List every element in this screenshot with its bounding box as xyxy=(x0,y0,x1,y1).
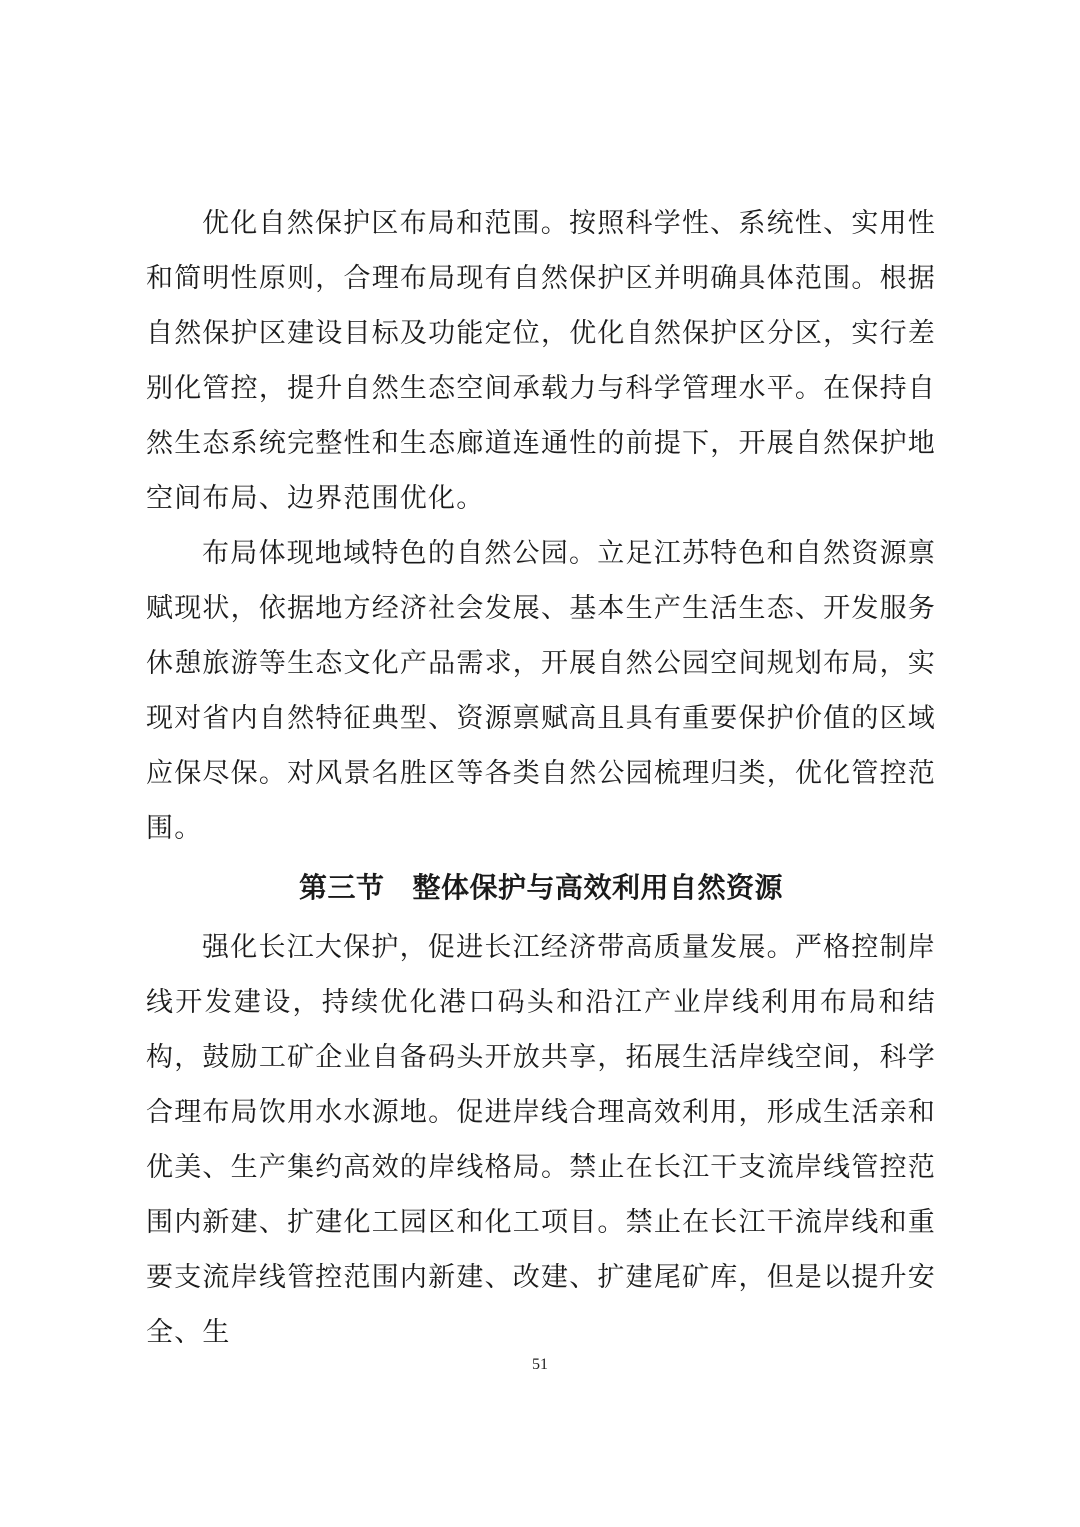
section-number: 第三节 xyxy=(298,871,385,904)
paragraph-nature-park-layout: 布局体现地域特色的自然公园。立足江苏特色和自然资源禀赋现状，依据地方经济社会发展、基本生产生活生态、开发服务休憩旅游等生态文化产品需求，开展自然公园空间规划布局，实现对省内自然特征典型、资源禀赋高且具有重要保护价值的区域应保尽保。对风景名胜区等各类自然公园梳理归类，优化管控范围。 xyxy=(146,538,936,844)
section-title: 整体保护与高效利用自然资源 xyxy=(412,871,784,904)
paragraph-nature-reserve-layout: 优化自然保护区布局和范围。按照科学性、系统性、实用性和简明性原则，合理布局现有自然保护区并明确具体范围。根据自然保护区建设目标及功能定位，优化自然保护区分区，实行差别化管控，提升自然生态空间承载力与科学管理水平。在保持自然生态系统完整性和生态廊道连通性的前提下，开展自然保护地空间布局、边界范围优化。 xyxy=(146,208,936,514)
page-content xyxy=(146,196,936,1360)
paragraph-yangtze-protection: 强化长江大保护，促进长江经济带高质量发展。严格控制岸线开发建设，持续优化港口码头和沿江产业岸线利用布局和结构，鼓励工矿企业自备码头开放共享，拓展生活岸线空间，科学合理布局饮用水水源地。促进岸线合理高效利用，形成生活亲和优美、生产集约高效的岸线格局。禁止在长江干支流岸线管控范围内新建、扩建化工园区和化工项目。禁止在长江干流岸线和重要支流岸线管控范围内新建、改建、扩建尾矿库，但是以提升安全、生 xyxy=(146,932,936,1348)
section-heading xyxy=(146,856,936,920)
page-number: 51 xyxy=(532,1356,548,1373)
